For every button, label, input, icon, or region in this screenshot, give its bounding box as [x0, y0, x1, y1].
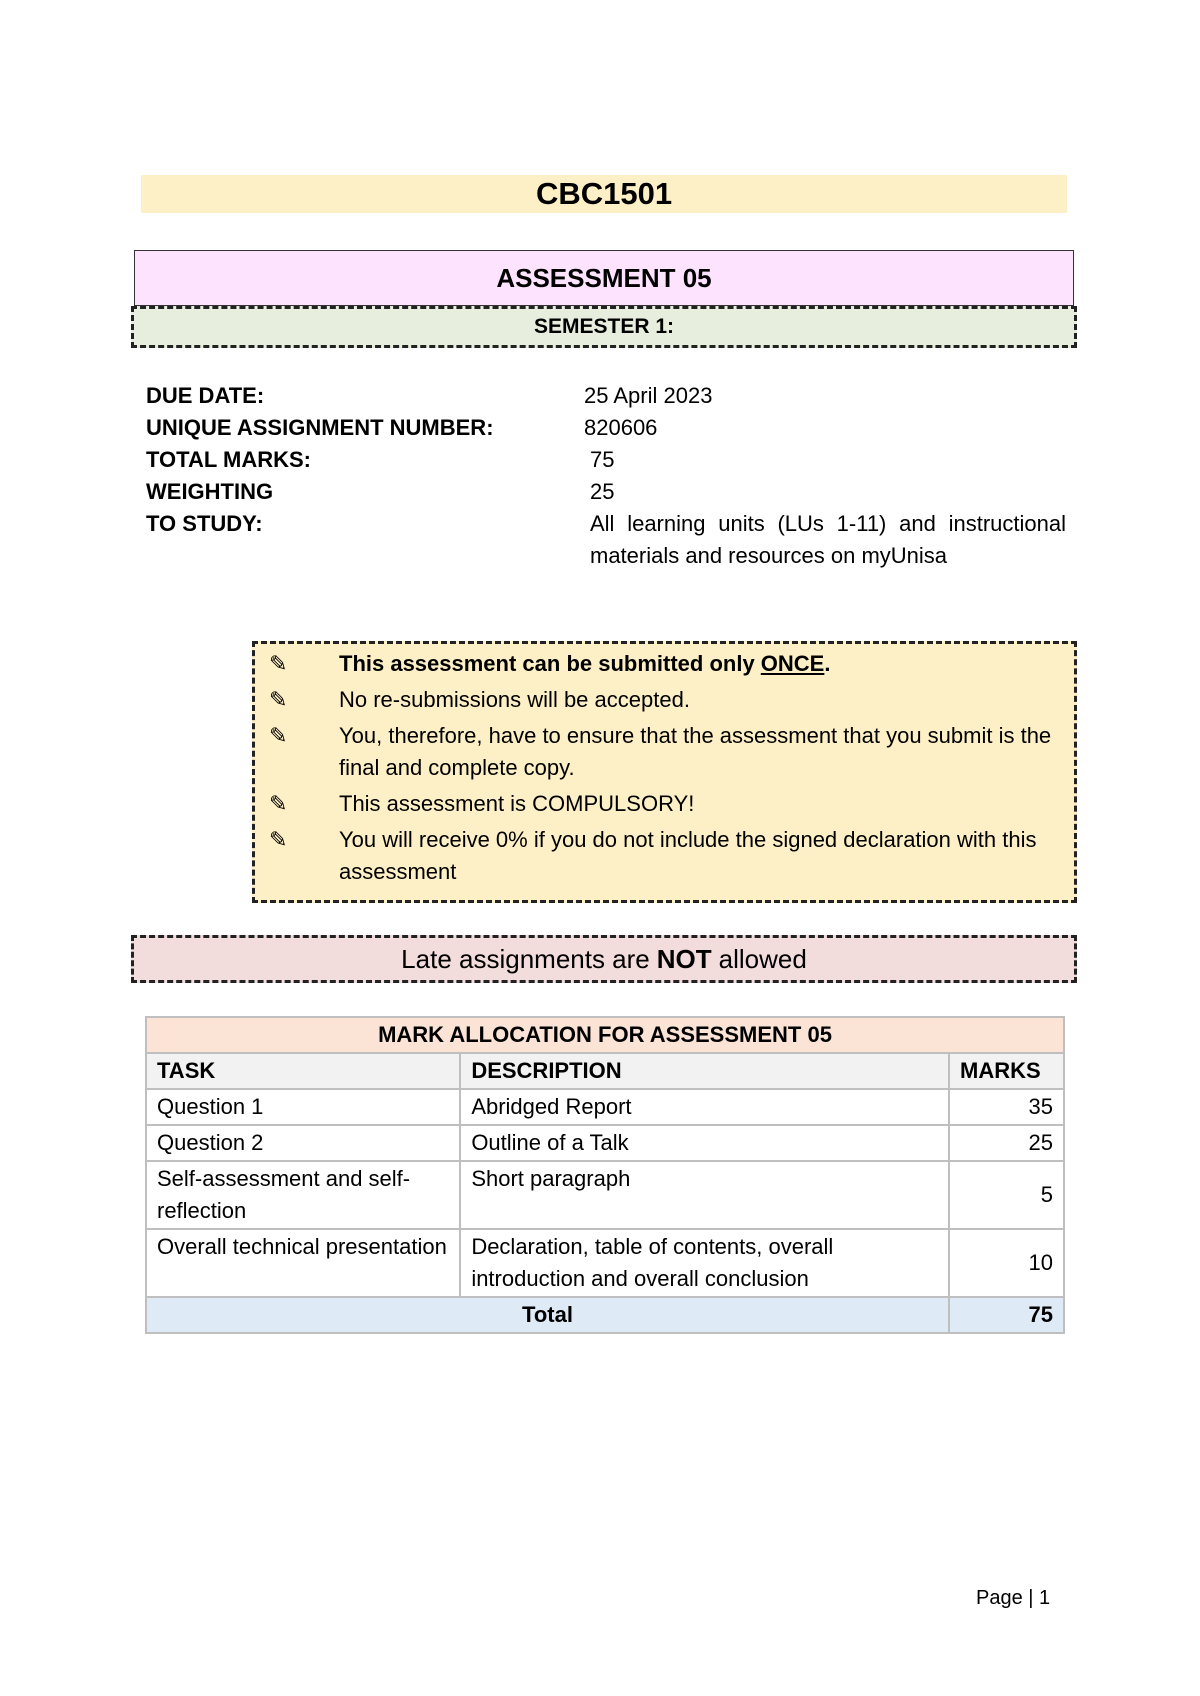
- table-row: [146, 1229, 1064, 1297]
- unique-number-value: 820606: [584, 415, 658, 440]
- notice-item: [269, 824, 1060, 888]
- table-title-row: [146, 1017, 1064, 1053]
- total-label: Total: [146, 1297, 949, 1333]
- unique-number-row: [146, 412, 1066, 444]
- col-description-header: DESCRIPTION: [460, 1053, 949, 1089]
- notice-item: [269, 684, 1060, 716]
- due-date-row: [146, 380, 1066, 412]
- task-cell: Question 2: [146, 1125, 460, 1161]
- description-cell: Declaration, table of contents, overall introduction and overall conclusion: [460, 1229, 949, 1297]
- notice-text: You will receive 0% if you do not include the signed declaration with this assessment: [339, 827, 1037, 884]
- total-marks-label: TOTAL MARKS:: [146, 447, 311, 472]
- pencil-icon: ✎: [269, 791, 288, 816]
- not-emphasis: NOT: [656, 943, 712, 974]
- total-marks-row: [146, 444, 1066, 476]
- task-cell: Self-assessment and self-reflection: [146, 1161, 460, 1229]
- table-title: MARK ALLOCATION FOR ASSESSMENT 05: [146, 1017, 1064, 1053]
- semester-label: SEMESTER 1:: [131, 306, 1077, 348]
- mark-allocation-table: [145, 1016, 1065, 1334]
- total-value: 75: [949, 1297, 1064, 1333]
- marks-cell: 10: [949, 1229, 1064, 1297]
- notice-item: [269, 648, 1060, 680]
- table-row: [146, 1089, 1064, 1125]
- description-cell: Outline of a Talk: [460, 1125, 949, 1161]
- to-study-label: TO STUDY:: [146, 511, 263, 536]
- late-assignments-notice: Late assignments are NOT allowed: [131, 935, 1077, 983]
- total-row: [146, 1297, 1064, 1333]
- pencil-icon: ✎: [269, 827, 288, 852]
- weighting-row: [146, 476, 1066, 508]
- marks-cell: 25: [949, 1125, 1064, 1161]
- pencil-icon: ✎: [269, 651, 288, 676]
- task-cell: Overall technical presentation: [146, 1229, 460, 1297]
- notice-item: [269, 788, 1060, 820]
- notice-text: This assessment can be submitted only ONCE.: [339, 651, 831, 676]
- task-cell: Question 1: [146, 1089, 460, 1125]
- notice-text: No re-submissions will be accepted.: [339, 687, 690, 712]
- description-cell: Abridged Report: [460, 1089, 949, 1125]
- to-study-value: All learning units (LUs 1-11) and instructional materials and resources on myUnisa: [590, 511, 1066, 568]
- submission-notice-box: [252, 641, 1077, 903]
- weighting-value: 25: [590, 479, 615, 504]
- table-row: [146, 1125, 1064, 1161]
- col-task-header: TASK: [146, 1053, 460, 1089]
- pencil-icon: ✎: [269, 687, 288, 712]
- col-marks-header: MARKS: [949, 1053, 1064, 1089]
- pencil-icon: ✎: [269, 723, 288, 748]
- total-marks-value: 75: [590, 447, 615, 472]
- description-cell: Short paragraph: [460, 1161, 949, 1229]
- assessment-title: ASSESSMENT 05: [134, 250, 1074, 306]
- marks-cell: 5: [949, 1161, 1064, 1229]
- table-row: [146, 1161, 1064, 1229]
- notice-text: This assessment is COMPULSORY!: [339, 791, 695, 816]
- to-study-row: [146, 508, 1066, 572]
- course-code: CBC1501: [141, 175, 1067, 213]
- due-date-value: 25 April 2023: [584, 383, 713, 408]
- notice-text: You, therefore, have to ensure that the assessment that you submit is the final and complete copy.: [339, 723, 1052, 780]
- marks-cell: 35: [949, 1089, 1064, 1125]
- weighting-label: WEIGHTING: [146, 479, 274, 504]
- unique-number-label: UNIQUE ASSIGNMENT NUMBER:: [146, 415, 494, 440]
- due-date-label: DUE DATE:: [146, 383, 265, 408]
- assignment-info: [146, 380, 1066, 572]
- notice-item: [269, 720, 1060, 784]
- page-number: Page | 1: [976, 1587, 1051, 1609]
- once-emphasis: ONCE: [760, 651, 825, 676]
- table-header-row: [146, 1053, 1064, 1089]
